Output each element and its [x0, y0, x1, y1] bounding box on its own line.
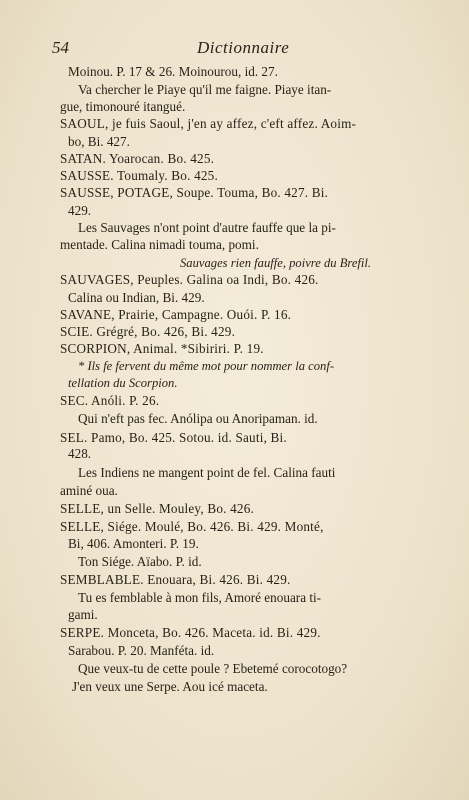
- text-line: Qui n'eft pas fec. Anólipa ou Anoripaman. id.: [78, 411, 318, 426]
- text-line: Sarabou. P. 20. Manféta. id.: [68, 643, 215, 658]
- italic-note-line: * Ils fe fervent du même mot pour nommer la conf-: [78, 359, 335, 373]
- italic-note-line: Sauvages rien fauffe, poivre du Brefil.: [180, 256, 372, 270]
- text-line: Va chercher le Piaye qu'il me faigne. Piaye itan-: [78, 82, 332, 97]
- entry-headword-line: SERPE. Monceta, Bo. 426. Maceta. id. Bi. 429.: [60, 625, 321, 640]
- entry-headword-line: SAOUL, je fuis Saoul, j'en ay affez, c'eft affez. Aoim-: [60, 116, 357, 131]
- entry-headword-line: SCORPION, Animal. *Sibiriri. P. 19.: [60, 341, 264, 356]
- entry-headword-line: SATAN. Yoarocan. Bo. 425.: [60, 151, 215, 166]
- entry-headword-line: SEC. Anóli. P. 26.: [60, 393, 160, 408]
- text-line: 429.: [68, 203, 92, 218]
- text-line: Les Indiens ne mangent point de fel. Calina fauti: [78, 465, 336, 480]
- text-line: gami.: [68, 607, 98, 622]
- text-line: Les Sauvages n'ont point d'autre fauffe que la pi-: [78, 220, 336, 235]
- entry-headword-line: SCIE. Grégré, Bo. 426, Bi. 429.: [60, 324, 236, 339]
- entry-headword-line: SAUSSE. Toumaly. Bo. 425.: [60, 168, 218, 183]
- text-line: Tu es femblable à mon fils, Amoré enouara ti-: [78, 590, 322, 605]
- text-line: Moinou. P. 17 & 26. Moinourou, id. 27.: [68, 64, 278, 79]
- entry-headword-line: SELLE, Siége. Moulé, Bo. 426. Bi. 429. Monté,: [60, 519, 324, 534]
- text-line: gue, timonouré itangué.: [60, 99, 186, 114]
- italic-note-line: tellation du Scorpion.: [68, 376, 178, 390]
- text-line: Ton Siége. Aïabo. P. id.: [78, 554, 202, 569]
- text-line: Bi, 406. Amonteri. P. 19.: [68, 536, 199, 551]
- entry-headword-line: SAUSSE, POTAGE, Soupe. Touma, Bo. 427. Bi.: [60, 185, 329, 200]
- text-line: Que veux-tu de cette poule ? Ebetemé corocotogo?: [78, 661, 348, 676]
- text-line: Calina ou Indian, Bi. 429.: [68, 290, 205, 305]
- entry-headword-line: SAVANE, Prairie, Campagne. Ouói. P. 16.: [60, 307, 292, 322]
- entry-headword-line: SELLE, un Selle. Mouley, Bo. 426.: [60, 501, 255, 516]
- running-title: Dictionnaire: [197, 38, 290, 57]
- text-line: 428.: [68, 446, 92, 461]
- text-line: J'en veux une Serpe. Aou icé maceta.: [72, 679, 268, 694]
- entry-headword-line: SAUVAGES, Peuples. Galina oa Indi, Bo. 426.: [60, 272, 319, 287]
- entry-headword-line: SEMBLABLE. Enouara, Bi. 426. Bi. 429.: [60, 572, 291, 587]
- page-header: [0, 38, 469, 60]
- text-line: bo, Bi. 427.: [68, 134, 130, 149]
- page-number: 54: [52, 38, 69, 57]
- entry-headword-line: SEL. Pamo, Bo. 425. Sotou. id. Sauti, Bi.: [60, 430, 287, 445]
- text-line: aminé oua.: [60, 483, 118, 498]
- text-line: mentade. Calina nimadi touma, pomi.: [60, 237, 259, 252]
